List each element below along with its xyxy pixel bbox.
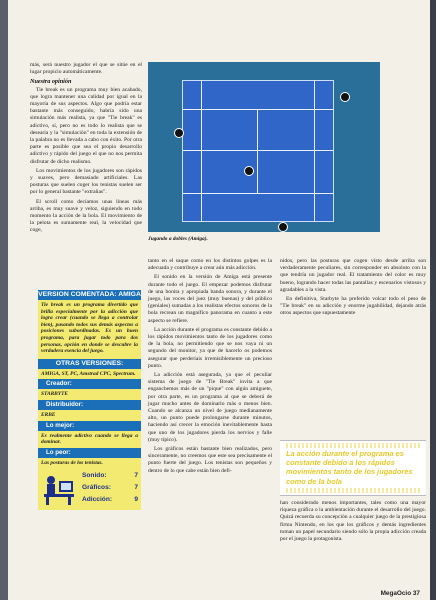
paragraph: tanto en el saque como en los distintos golpes es la adecuada y contribuye a crear aún más adicción.: [148, 258, 272, 272]
score-value: 7: [134, 484, 138, 492]
distribuidor-value: ERBE: [38, 410, 141, 421]
score-value: 7: [134, 472, 138, 480]
paragraph: La adicción está asegurada, ya que el peculiar sistema de juego de "Tie Break" invita a que enganchemos más de un "pique" con algún amiguete, por otra parte, es un programa al que se deberá de jugar mucho antes de dominarlo más o menos bien. Cuando se alcanza un nivel de juego medianamente alto, un punto puede prolongarse durante minutos, haciendo así crecer la emoción inevitablemente hasta que uno de los jugadores pierda los nervios y falle (muy típico).: [148, 372, 272, 443]
middle-column: [148, 258, 272, 477]
photo-caption: Jugando a dobles (Amiga).: [148, 236, 208, 242]
page-folio: MegaOcio 37: [380, 590, 420, 597]
score-label: Adicción:: [82, 496, 113, 504]
mejor-label: Lo mejor:: [38, 421, 141, 431]
review-sidebar: [38, 290, 141, 592]
scores-panel: [38, 468, 141, 510]
paragraph: En definitiva, Starbyte ha preferido volcar todo el peso de "Tie break" en su adicción y enorme jugabilidad, dejando atrás otros aspectos que supuestamente: [280, 296, 426, 317]
creador-value: STARBYTE: [38, 389, 141, 400]
peor-label: Lo peor:: [38, 448, 141, 458]
mejor-value: Es realmente adictivo cuando se llega a dominar.: [38, 431, 141, 448]
pull-quote: [280, 440, 426, 496]
paragraph: Tie break es un programa muy bien acabado, que logra mantener una calidad por igual en la mayoría de sus aspectos. Algo que podría estar bastante más conseguido, habría sido una simulación más realista, ya que "Tie break" es adictivo, sí, pero no es todo lo realista que se desearía y la "simulación" en toda la extensión de la palabra no es llevada a cabo con éxito. Por otra parte es posible que sea el propio desarrollo adictivo y rápido del juego el que no nos permita disfrutar de dicho realismo.: [30, 86, 142, 165]
distribuidor-label: Distribuidor:: [38, 400, 141, 410]
paragraph: Los gráficos están bastante bien realizados, pero sinceramente, no creemos que este sea precisamente el punto fuerte del juego. Los tenistas son pequeños y dentro de lo que cabe están bien defi-: [148, 446, 272, 474]
magazine-page: [8, 0, 430, 600]
otras-title: OTRAS VERSIONES:: [38, 359, 141, 369]
tennis-court: [182, 80, 334, 222]
paragraph: La acción durante el programa es constante debido a los rápidos movimientos tanto de los jugadores como de la bola, no permitiendo que se nos vaya ni un segundo del monitor, ya que de hacerlo os podemos asegurar que perderíais irremisiblemente un precioso punto.: [148, 326, 272, 369]
score-label: Sonido:: [82, 472, 107, 480]
version-title: VERSION COMENTADA: AMIGA: [38, 291, 141, 298]
peor-value: Las posturas de los tenistas.: [38, 458, 141, 469]
player-figure: [340, 92, 350, 102]
player-at-computer-icon: [42, 472, 76, 506]
paragraph: han considerado menos importantes, tales como una mayor riqueza gráfica o la ambientación durante el desarrollo del juego. Quizá recuerda su concepción a cualquier juego de la prestigiosa firma Nintendo, en los que los gráficos y demás ingredientes toman un papel secundario siendo sólo la propia adicción creada por el juego la protagonista.: [280, 500, 426, 543]
score-row: [82, 472, 138, 479]
right-column-continued: [280, 500, 426, 545]
score-row: [82, 496, 138, 503]
section-heading: Nuestra opinión: [30, 78, 72, 86]
score-label: Gráficos:: [82, 484, 111, 492]
version-text: [38, 300, 141, 359]
left-column: [30, 62, 142, 237]
game-screenshot: [148, 62, 380, 232]
pull-quote-text: La acción durante el programa es constante debido a los rápidos movimientos tanto de los jugadores como de la bola: [286, 449, 413, 486]
player-figure: [244, 166, 254, 176]
binding-edge: [0, 0, 8, 600]
player-figure: [174, 128, 184, 138]
score-value: 9: [134, 496, 138, 504]
otras-text: AMIGA, ST, PC, Amstrad CPC, Spectrum.: [38, 369, 141, 380]
creador-label: Creador:: [38, 379, 141, 389]
player-figure: [278, 222, 288, 232]
paragraph: Los movimientos de los jugadores son rápidos y suaves, pero demasiado artificiales. Las posturas que suelen coger los tenistas suelen ser por lo general bastante "extrañas".: [30, 167, 142, 196]
paragraph: El scroll como decíamos unas líneas más arriba, es muy suave y veloz, siguiendo en todo momento la acción de la bola. El movimiento de la pelota es sumamente real, la velocidad que coge,: [30, 198, 142, 234]
paragraph: El sonido en la versión de Amiga está presente durante todo el juego. El empezar podemos disfrutar de una bonita y apropiada banda sonora, y durante el juego, las voces del juez (muy buenas) y del público (geniales) sumadas a los realistas efectos sonoros de la bola recrean un magnífico panorama en cuanto a este aspecto se refiere.: [148, 274, 272, 324]
paragraph: más, será nuestro jugador el que se sitúe en el lugar propicio automáticamente.: [30, 62, 142, 76]
right-column: [280, 258, 426, 320]
score-row: [82, 484, 138, 491]
version-summary: Tie break es un programa divertido que brilla especialmente por la adicción que logra crear (cuando se llega a controlar bien), pasando todos sus demás aspectos a posiciones subordinadas. Es un buen programa, para jugar todo para dos personas, opción en donde se descubre la verdadera esencia del juego.: [41, 302, 138, 355]
paragraph: nidos, pero las posturas que cogen visto desde arriba son verdaderamente peculiares, sin corresponder en absoluto con la que tendría un jugador real. El tratamiento del color es muy bueno, logrando hacer todas las pantallas y escenarios vistosos y agradables a la vista.: [280, 258, 426, 293]
